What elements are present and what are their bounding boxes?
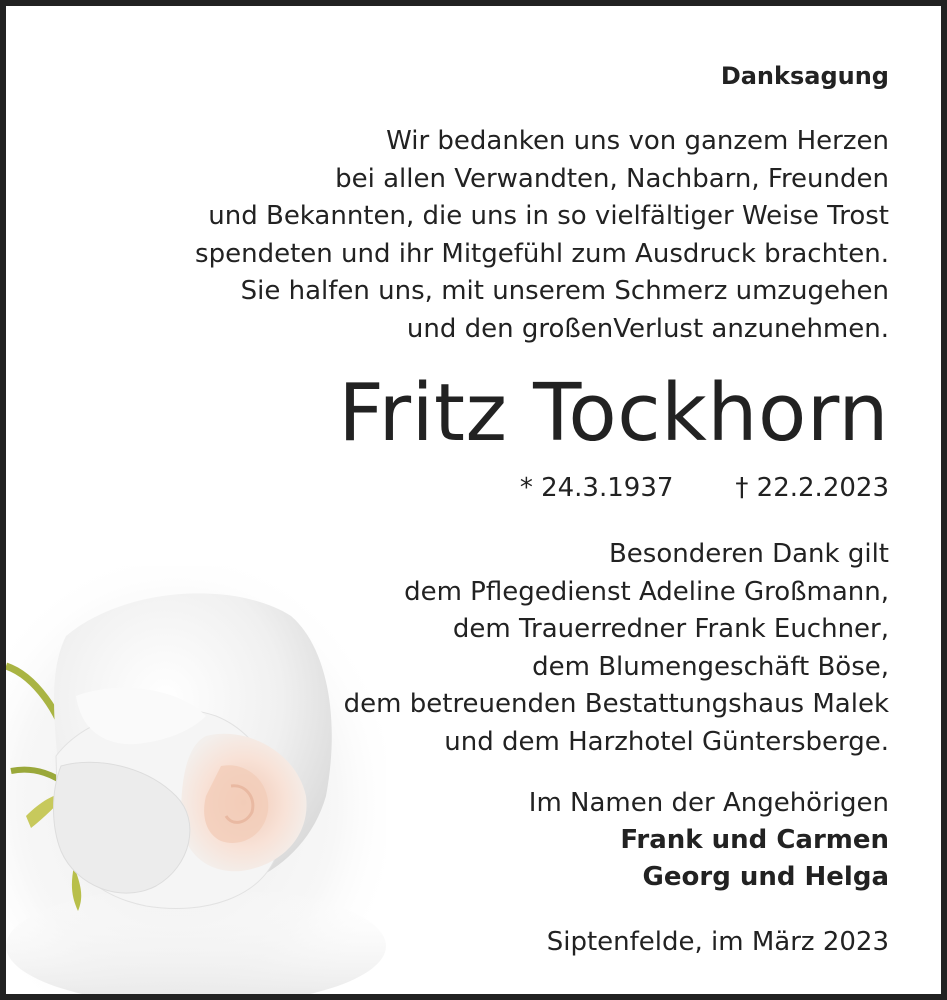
life-dates [520, 468, 889, 508]
place-date: Siptenfelde, im März 2023 [546, 927, 889, 957]
special-thanks-line: und dem Harzhotel Güntersberge. [444, 726, 889, 757]
special-thanks-line: dem Pflegedienst Adeline Großmann, [404, 576, 889, 607]
signoff [389, 785, 889, 896]
thanks-line: Wir bedanken uns von ganzem Herzen [386, 126, 889, 156]
special-thanks-line: dem Trauerredner Frank Euchner, [452, 614, 889, 644]
death-date: † 22.2.2023 [735, 473, 889, 503]
heading: Danksagung [720, 62, 889, 90]
thanks-line: spendeten und ihr Mitgefühl zum Ausdruck brachten. [195, 238, 889, 269]
family-names-1: Frank und Carmen [620, 825, 889, 855]
family-names-2: Georg und Helga [642, 862, 889, 892]
birth-date: * 24.3.1937 [519, 473, 674, 503]
thanks-text [69, 123, 889, 349]
thanks-line: bei allen Verwandten, Nachbarn, Freunden [335, 163, 889, 194]
deceased-name: Fritz Tockhorn [338, 367, 889, 459]
thanks-line: und Bekannten, die uns in so vielfältiger Weise Trost [208, 201, 889, 232]
special-thanks-line: Besonderen Dank gilt [608, 539, 889, 569]
special-thanks [189, 536, 889, 761]
special-thanks-line: dem betreuenden Bestattungshaus Malek [343, 689, 889, 719]
signoff-intro: Im Namen der Angehörigen [528, 788, 889, 818]
thanks-line: und den großenVerlust anzunehmen. [406, 313, 889, 344]
thanks-line: Sie halfen uns, mit unserem Schmerz umzugehen [240, 276, 889, 307]
special-thanks-line: dem Blumengeschäft Böse, [532, 651, 889, 682]
